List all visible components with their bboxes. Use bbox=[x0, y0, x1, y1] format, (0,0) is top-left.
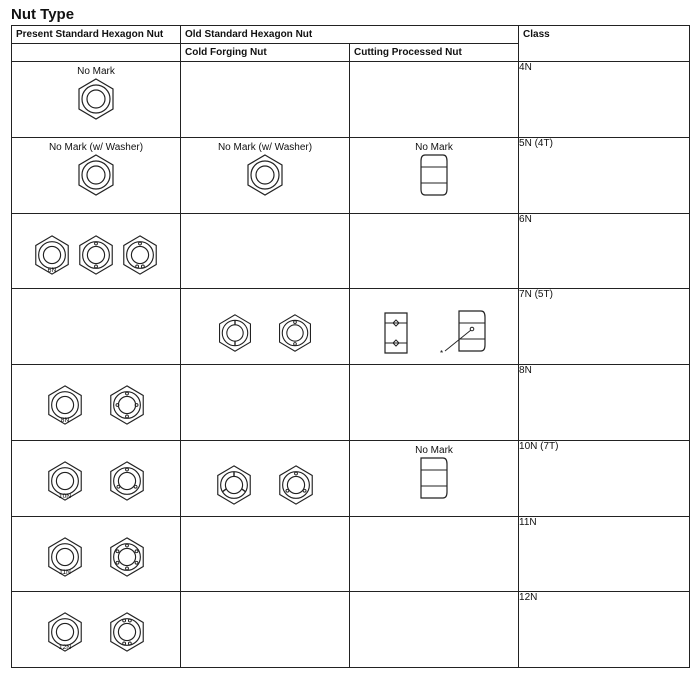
hex-nut-dots-icon bbox=[119, 234, 161, 276]
class-cell: 5N (4T) bbox=[519, 138, 690, 214]
hex-nut-10n-icon bbox=[44, 459, 86, 503]
hex-nut-slot-icon bbox=[213, 463, 255, 507]
page-title: Nut Type bbox=[11, 6, 75, 23]
present-cell bbox=[12, 62, 181, 138]
header-cutting: Cutting Processed Nut bbox=[350, 44, 519, 62]
cutting-cell bbox=[350, 440, 519, 516]
table-row bbox=[12, 365, 690, 441]
cold-cell bbox=[181, 289, 350, 365]
hex-nut-dots-icon bbox=[106, 535, 148, 579]
hex-nut-dots-icon bbox=[106, 459, 148, 503]
side-nut-pointer-icon bbox=[437, 309, 487, 357]
side-nut-icon bbox=[419, 456, 449, 500]
present-cell bbox=[12, 592, 181, 668]
header-class: Class bbox=[519, 26, 690, 62]
present-cell bbox=[12, 440, 181, 516]
hex-nut-12n-icon bbox=[44, 610, 86, 654]
cold-cell bbox=[181, 213, 350, 289]
cutting-cell bbox=[350, 592, 519, 668]
nut-label: 12N bbox=[58, 644, 72, 652]
hex-nut-dots-icon bbox=[75, 234, 117, 276]
class-cell: 8N bbox=[519, 365, 690, 441]
class-cell: 12N bbox=[519, 592, 690, 668]
cutting-cell bbox=[350, 516, 519, 592]
nut-type-table bbox=[11, 25, 690, 668]
class-cell: 4N bbox=[519, 62, 690, 138]
table-row bbox=[12, 138, 690, 214]
hex-nut-dots-icon bbox=[275, 463, 317, 507]
cold-cell bbox=[181, 138, 350, 214]
cutting-cell bbox=[350, 138, 519, 214]
header-present-blank bbox=[12, 44, 181, 62]
class-cell: 7N (5T) bbox=[519, 289, 690, 365]
table-row bbox=[12, 62, 690, 138]
class-cell: 6N bbox=[519, 213, 690, 289]
hex-nut-washer-icon bbox=[74, 153, 118, 197]
hex-nut-8n-icon bbox=[44, 383, 86, 427]
caption: No Mark bbox=[415, 142, 453, 154]
nut-label: 6N bbox=[47, 266, 57, 274]
present-cell bbox=[12, 365, 181, 441]
side-nut-icon bbox=[419, 153, 449, 197]
cutting-cell bbox=[350, 62, 519, 138]
present-cell bbox=[12, 516, 181, 592]
svg-text:*: * bbox=[440, 349, 444, 358]
class-cell: 10N (7T) bbox=[519, 440, 690, 516]
present-cell bbox=[12, 213, 181, 289]
hex-nut-dots-icon bbox=[275, 313, 315, 353]
header-present: Present Standard Hexagon Nut bbox=[12, 26, 181, 44]
table-row bbox=[12, 592, 690, 668]
hex-nut-dots-icon bbox=[106, 383, 148, 427]
cold-cell bbox=[181, 62, 350, 138]
present-cell bbox=[12, 289, 181, 365]
hex-nut-11n-icon bbox=[44, 535, 86, 579]
hex-nut-dots-icon bbox=[106, 610, 148, 654]
nut-label: 11N bbox=[59, 568, 71, 576]
hex-nut-washer-icon bbox=[74, 77, 118, 121]
nut-label: 10N bbox=[58, 493, 72, 501]
hex-nut-slot-icon bbox=[215, 313, 255, 353]
class-cell: 11N bbox=[519, 516, 690, 592]
nut-label: 8N bbox=[60, 417, 70, 425]
cold-cell bbox=[181, 592, 350, 668]
caption: No Mark (w/ Washer) bbox=[48, 142, 144, 154]
side-nut-marked-icon bbox=[381, 311, 411, 355]
table-row bbox=[12, 516, 690, 592]
cutting-cell bbox=[350, 213, 519, 289]
caption: No Mark bbox=[415, 444, 453, 456]
header-cold: Cold Forging Nut bbox=[181, 44, 350, 62]
cutting-cell bbox=[350, 365, 519, 441]
cutting-cell bbox=[350, 289, 519, 365]
hex-nut-6n-icon bbox=[31, 234, 73, 276]
present-cell bbox=[12, 138, 181, 214]
hex-nut-washer-icon bbox=[243, 153, 287, 197]
table-row bbox=[12, 213, 690, 289]
cold-cell bbox=[181, 365, 350, 441]
caption: No Mark (w/ Washer) bbox=[217, 142, 313, 154]
table-row bbox=[12, 440, 690, 516]
header-old: Old Standard Hexagon Nut bbox=[181, 26, 519, 44]
caption: No Mark bbox=[77, 66, 115, 78]
cold-cell bbox=[181, 440, 350, 516]
table-row bbox=[12, 289, 690, 365]
cold-cell bbox=[181, 516, 350, 592]
